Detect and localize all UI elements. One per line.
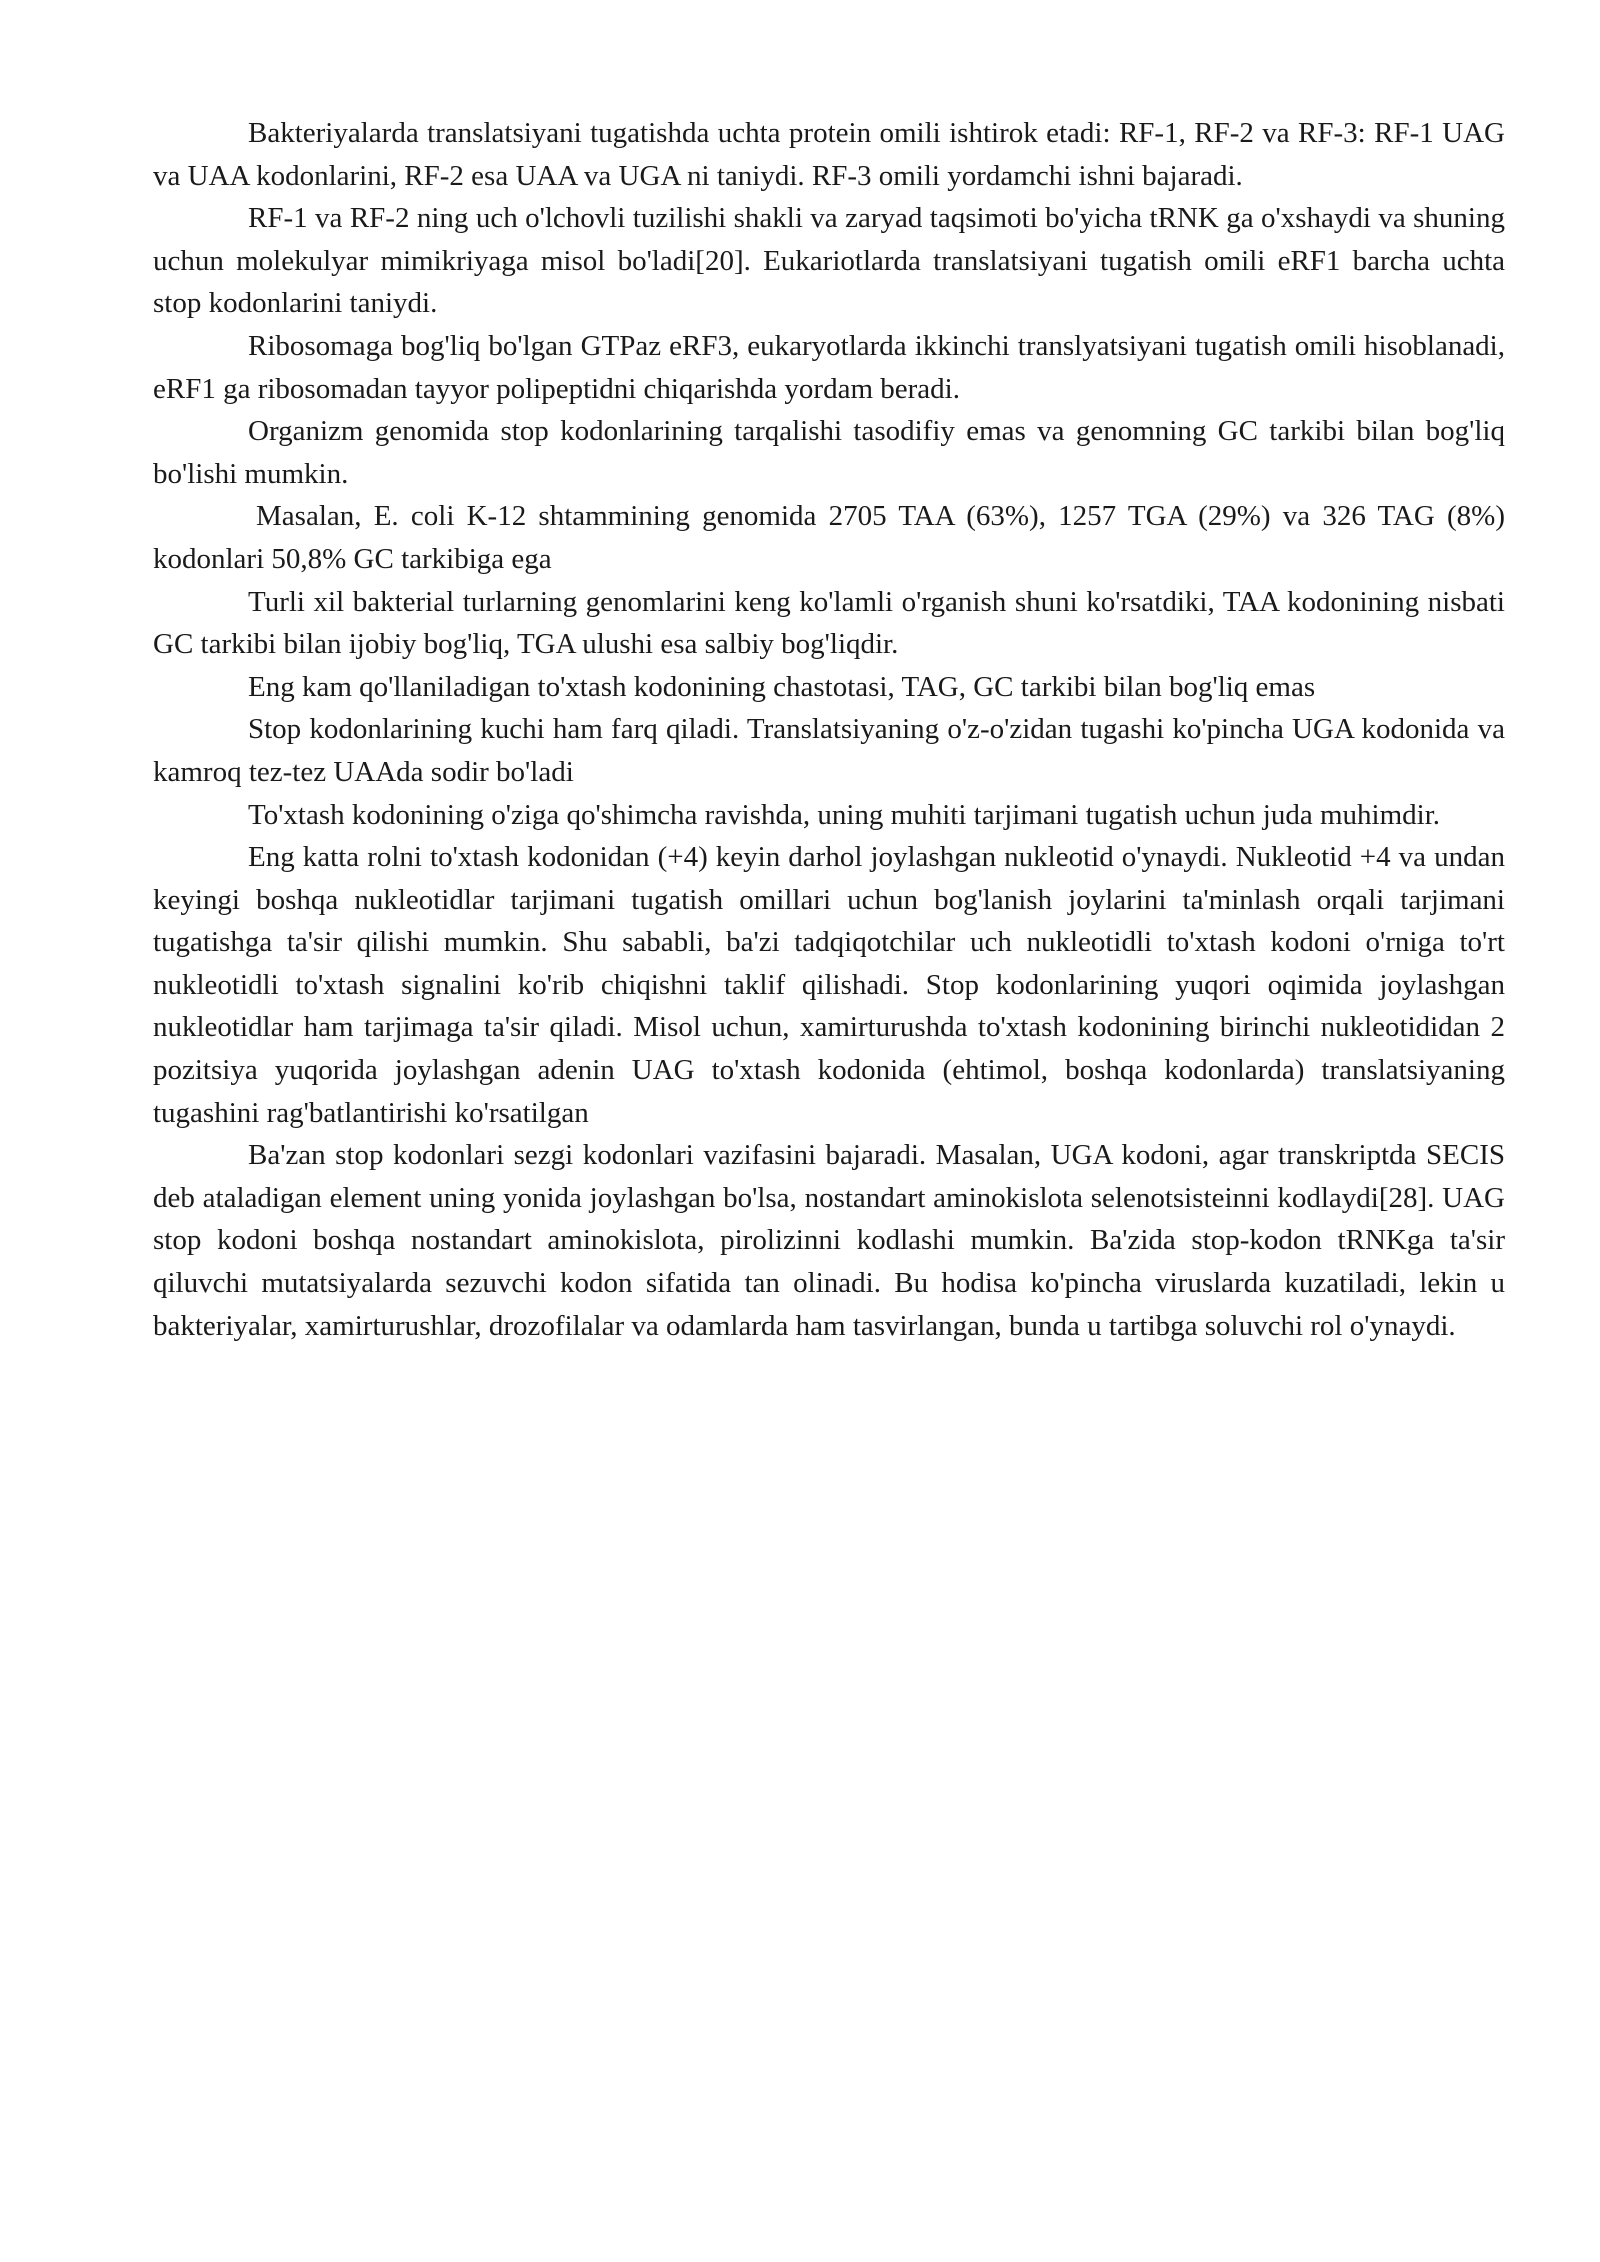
paragraph-4: Organizm genomida stop kodonlarining tarqalishi tasodifiy emas va genomning GC tarkibi bilan bog'liq bo'lishi mumkin. <box>153 415 1505 490</box>
paragraph-1: Bakteriyalarda translatsiyani tugatishda uchta protein omili ishtirok etadi: RF-1, RF-2 va RF-3: RF-1 UAG va UAA kodonlarini, RF-2 esa UAA va UGA ni taniydi. RF-3 omili yordamchi ishni bajaradi. <box>153 117 1505 192</box>
paragraph-3: Ribosomaga bog'liq bo'lgan GTPaz eRF3, eukaryotlarda ikkinchi translyatsiyani tugatish omili hisoblanadi, eRF1 ga ribosomadan tayyor polipeptidni chiqarishda yordam beradi. <box>153 329 1505 405</box>
paragraph-11: Ba'zan stop kodonlari sezgi kodonlari vazifasini bajaradi. Masalan, UGA kodoni, agar transkriptda SECIS deb ataladigan element uning yonida joylashgan bo'lsa, nostandart aminokislota selenotsisteinni kodlaydi[28]. UAG stop kodoni boshqa nostandart aminokislota, pirolizinni kodlashi mumkin. Ba'zida stop-kodon tRNKga ta'sir qiluvchi mutatsiyalarda sezuvchi kodon sifatida tan olinadi. Bu hodisa ko'pincha viruslarda kuzatiladi, lekin u bakteriyalar, xamirturushlar, drozofilalar va odamlarda ham tasvirlangan, bunda u tartibga soluvchi rol o'ynaydi. <box>153 1139 1505 1342</box>
paragraph-6: Turli xil bakterial turlarning genomlarini keng ko'lamli o'rganish shuni ko'rsatdiki, TAA kodonining nisbati GC tarkibi bilan ijobiy bog'liq, TGA ulushi esa salbiy bog'liqdir. <box>153 585 1505 661</box>
paragraph-5: Masalan, E. coli K-12 shtammining genomida 2705 TAA (63%), 1257 TGA (29%) va 326 TAG (8%) kodonlari 50,8% GC tarkibiga ega <box>153 500 1505 575</box>
paragraph-8: Stop kodonlarining kuchi ham farq qiladi. Translatsiyaning o'z-o'zidan tugashi ko'pincha UGA kodonida va kamroq tez-tez UAAda sodir bo'ladi <box>153 713 1505 788</box>
paragraph-10: Eng katta rolni to'xtash kodonidan (+4) keyin darhol joylashgan nukleotid o'ynaydi. Nukleotid +4 va undan keyingi boshqa nukleotidlar tarjimani tugatish omillari uchun bog'lanish joylarini ta'minlash orqali tarjimani tugatishga ta'sir qilishi mumkin. Shu sababli, ba'zi tadqiqotchilar uch nukleotidli to'xtash kodoni o'rniga to'rt nukleotidli to'xtash signalini ko'rib chiqishni taklif qilishadi. Stop kodonlarining yuqori oqimida joylashgan nukleotidlar ham tarjimaga ta'sir qiladi. Misol uchun, xamirturushda to'xtash kodonining birinchi nukleotididan 2 pozitsiya yuqorida joylashgan adenin UAG to'xtash kodonida (ehtimol, boshqa kodonlarda) translatsiyaning tugashini rag'batlantirishi ko'rsatilgan <box>153 841 1505 1129</box>
document-body <box>153 112 1505 1347</box>
paragraph-9: To'xtash kodonining o'ziga qo'shimcha ravishda, uning muhiti tarjimani tugatish uchun juda muhimdir. <box>248 798 1441 831</box>
paragraph-2: RF-1 va RF-2 ning uch o'lchovli tuzilishi shakli va zaryad taqsimoti bo'yicha tRNK ga o'xshaydi va shuning uchun molekulyar mimikriyaga misol bo'ladi[20]. Eukariotlarda translatsiyani tugatish omili eRF1 barcha uchta stop kodonlarini taniydi. <box>153 202 1505 320</box>
paragraph-7: Eng kam qo'llaniladigan to'xtash kodonining chastotasi, TAG, GC tarkibi bilan bog'liq emas <box>248 670 1316 703</box>
